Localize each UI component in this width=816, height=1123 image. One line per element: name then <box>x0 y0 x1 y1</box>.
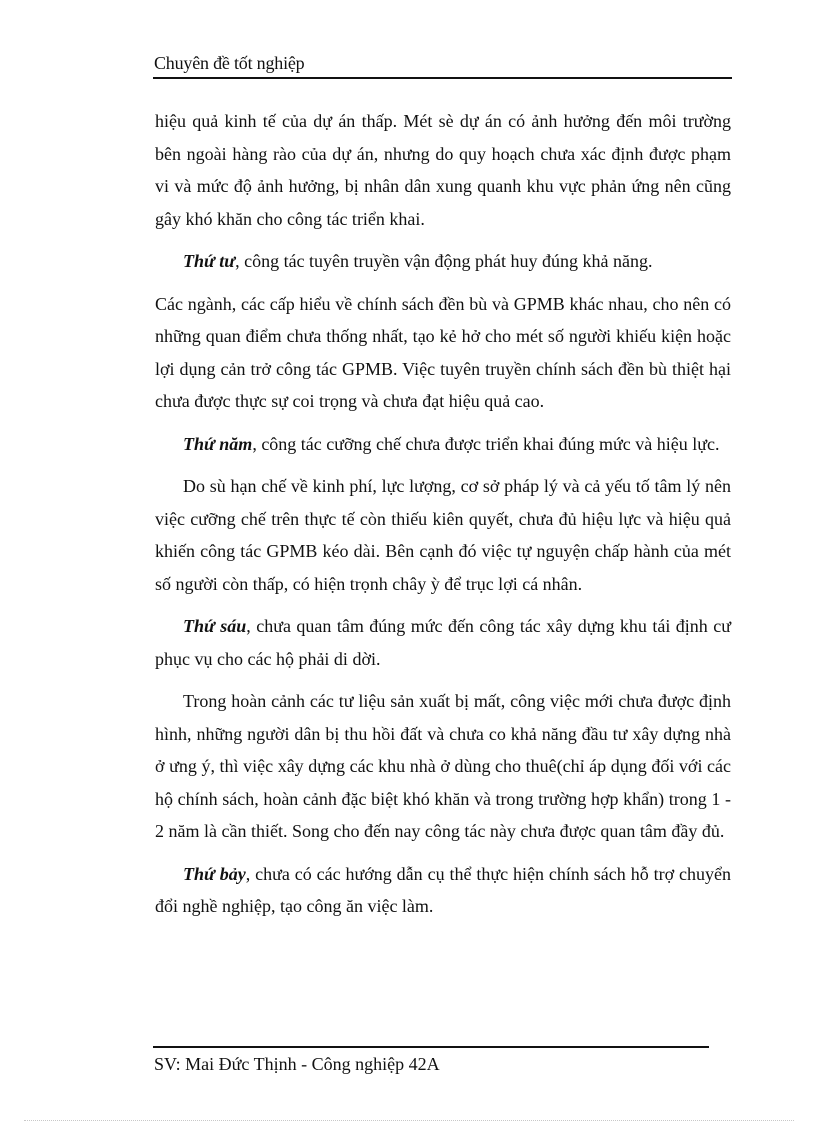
paragraph <box>155 858 731 923</box>
paragraph-lead: Thứ sáu <box>183 616 247 636</box>
paragraph-lead: Thứ năm <box>183 433 253 454</box>
paragraph-text: , chưa quan tâm đúng mức đến công tác xây dựng khu tái định cư phục vụ cho các hộ phải di dời. <box>155 616 731 669</box>
paragraph-text: , công tác cưỡng chế chưa được triển khai đúng mức và hiệu lực. <box>252 433 720 454</box>
paragraph-text: , công tác tuyên truyền vận động phát huy đúng khả năng. <box>235 251 653 271</box>
footer-text: SV: Mai Đức Thịnh - Công nghiệp 42A <box>154 1054 440 1074</box>
paragraph-text: Do sù hạn chế về kinh phí, lực lượng, cơ sở pháp lý và cả yếu tố tâm lý nên việc cưỡng chế trên thực tế còn thiếu kiên quyết, chưa đủ hiệu lực và hiệu quả khiến công tác GPMB kéo dài. Bên cạnh đó việc tự nguyện chấp hành của mét số người còn thấp, có hiện trọnh chây ỳ để trục lợi cá nhân. <box>155 476 731 594</box>
paragraph <box>155 288 731 418</box>
paragraph <box>155 685 731 848</box>
document-body <box>155 105 731 933</box>
paragraph-text: , chưa có các hướng dẫn cụ thể thực hiện chính sách hỗ trợ chuyển đổi nghề nghiệp, tạo công ăn việc làm. <box>155 863 731 916</box>
paragraph <box>155 105 731 235</box>
page-edge-divider <box>24 1120 794 1121</box>
page-header <box>153 51 732 79</box>
paragraph <box>155 245 731 278</box>
paragraph <box>155 610 731 675</box>
paragraph-lead: Thứ tư <box>183 251 236 271</box>
paragraph <box>155 428 731 461</box>
paragraph-lead: Thứ bảy <box>183 863 246 884</box>
paragraph-text: hiệu quả kinh tế của dự án thấp. Mét sè dự án có ảnh hưởng đến môi trường bên ngoài hàng rào của dự án, nhưng do quy hoạch chưa xác định được phạm vi và mức độ ảnh hưởng, bị nhân dân xung quanh khu vực phản ứng nên cũng gây khó khăn cho công tác triển khai. <box>155 111 731 229</box>
paragraph <box>155 470 731 600</box>
page-footer <box>153 1046 709 1074</box>
header-title: Chuyên đề tốt nghiệp <box>154 53 305 73</box>
paragraph-text: Trong hoàn cảnh các tư liệu sản xuất bị mất, công việc mới chưa được định hình, những người dân bị thu hồi đất và chưa co khả năng đầu tư xây dựng nhà ở ưng ý, thì việc xây dựng các khu nhà ở dùng cho thuê(chỉ áp dụng đối với các hộ chính sách, hoàn cảnh đặc biệt khó khăn và trong trường hợp khẩn) trong 1 - 2 năm là cần thiết. Song cho đến nay công tác này chưa được quan tâm đầy đủ. <box>155 691 731 841</box>
paragraph-text: Các ngành, các cấp hiểu về chính sách đền bù và GPMB khác nhau, cho nên có những quan điểm chưa thống nhất, tạo kẻ hở cho mét số người khiếu kiện hoặc lợi dụng cản trở công tác GPMB. Việc tuyên truyền chính sách đền bù thiệt hại chưa được thực sự coi trọng và chưa đạt hiệu quả cao. <box>155 293 731 411</box>
